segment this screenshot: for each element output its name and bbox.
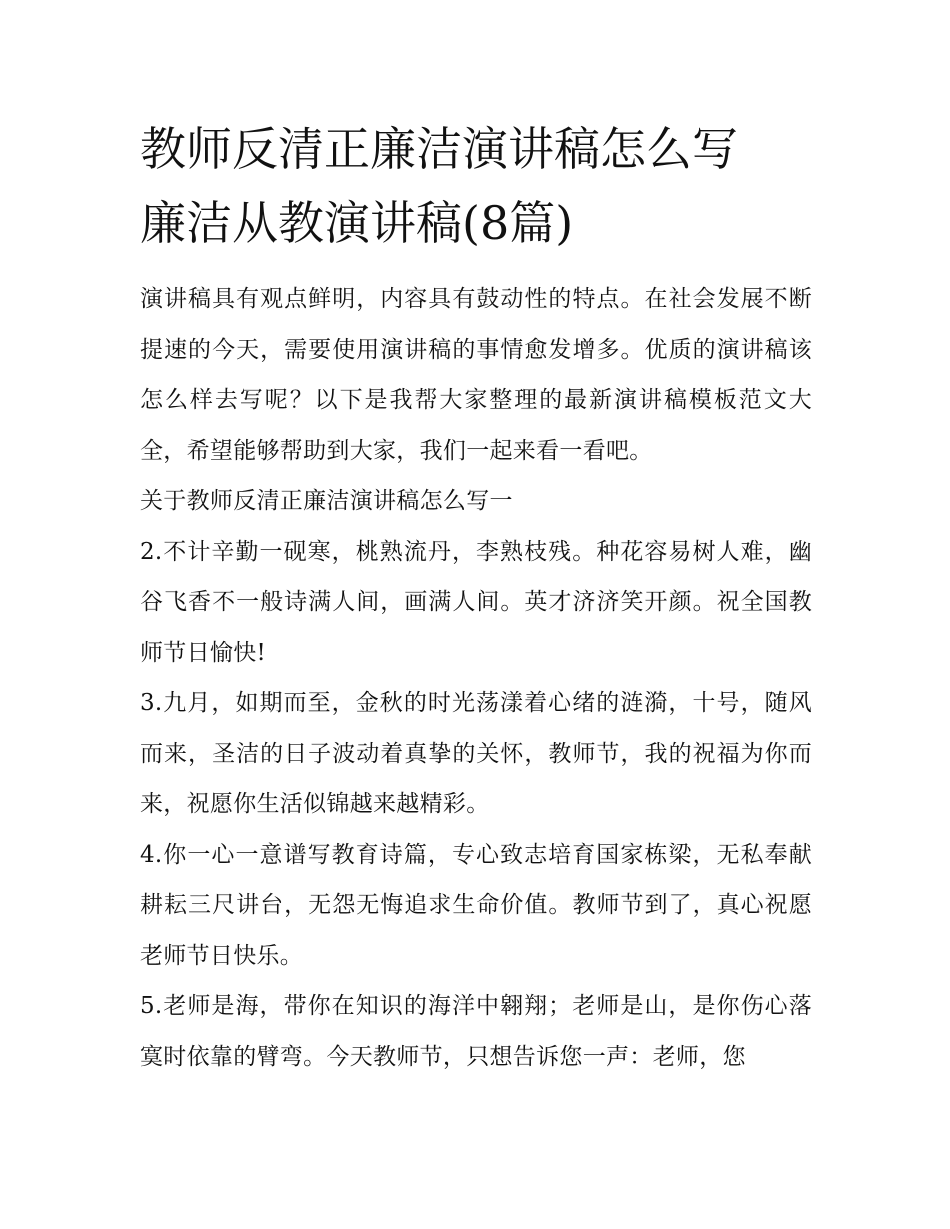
document-title	[140, 112, 812, 260]
document-page	[140, 112, 812, 1082]
paragraph-item-5: 5.老师是海，带你在知识的海洋中翱翔；老师是山，是你伤心落寞时依靠的臂弯。今天教师节，只想告诉您一声：老师，您	[140, 993, 812, 1070]
paragraph-item-4: 4.你一心一意谱写教育诗篇，专心致志培育国家栋梁，无私奉献耕耘三尺讲台，无怨无悔追求生命价值。教师节到了，真心祝愿老师节日快乐。	[140, 841, 812, 969]
paragraph-item-2: 2.不计辛勤一砚寒，桃熟流丹，李熟枝残。种花容易树人难，幽谷飞香不一般诗满人间，画满人间。英才济济笑开颜。祝全国教师节日愉快!	[140, 538, 812, 666]
paragraph-item-3: 3.九月，如期而至，金秋的时光荡漾着心绪的涟漪，十号，随风而来，圣洁的日子波动着真挚的关怀，教师节，我的祝福为你而来，祝愿你生活似锦越来越精彩。	[140, 690, 812, 817]
title-line-2: 廉洁从教演讲稿(8篇)	[140, 196, 574, 250]
intro-paragraph: 演讲稿具有观点鲜明，内容具有鼓动性的特点。在社会发展不断提速的今天，需要使用演讲稿的事情愈发增多。优质的演讲稿该怎么样去写呢？以下是我帮大家整理的最新演讲稿模板范文大全，希望能够帮助到大家，我们一起来看一看吧。	[140, 286, 812, 464]
title-line-1: 教师反清正廉洁演讲稿怎么写	[140, 122, 738, 176]
section-heading: 关于教师反清正廉洁演讲稿怎么写一	[140, 488, 513, 514]
document-body	[140, 274, 812, 1082]
